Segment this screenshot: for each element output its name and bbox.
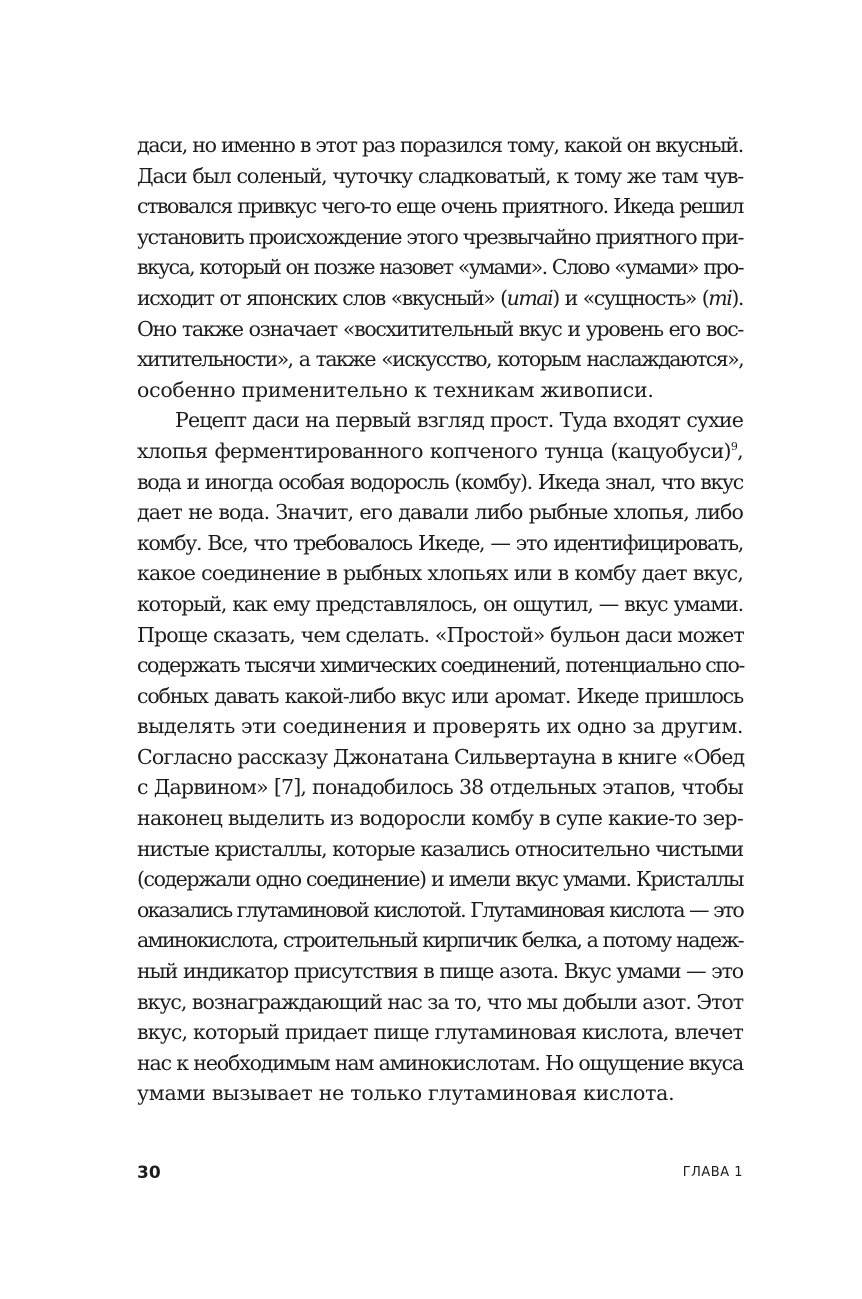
text-line: комбу. Все, что требовалось Икеде, — это идентифицировать,: [137, 530, 743, 555]
text-line: ный индикатор присутствия в пище азота. Вкус умами — это: [137, 959, 743, 984]
body-text: [137, 130, 743, 1109]
text-line: который, как ему представлялось, он ощутил, — вкус умами.: [137, 591, 743, 616]
text-span: ).: [731, 285, 743, 310]
text-line: оказались глутаминовой кислотой. Глутаминовая кислота — это: [137, 897, 743, 922]
chapter-running-head: ГЛАВА 1: [682, 1165, 743, 1180]
text-line: хитительности», а также «искусство, которым наслаждаются»,: [137, 347, 743, 372]
text-line: (содержали одно соединение) и имели вкус умами. Кристаллы: [137, 867, 743, 892]
text-line: [137, 283, 743, 314]
page-number: 30: [137, 1163, 161, 1183]
text-line: выделять эти соединения и проверять их одно за другим.: [137, 714, 743, 739]
text-line: даси, но именно в этот раз поразился тому, какой он вкусный.: [137, 133, 743, 157]
text-span: исходит от японских слов «вкусный» (: [137, 285, 507, 310]
text-line: Даси был соленый, чуточку сладковатый, к тому же там чув-: [137, 163, 743, 188]
text-line: наконец выделить из водоросли комбу в супе какие-то зер-: [137, 806, 744, 831]
text-line: вкус, вознаграждающий нас за то, что мы добыли азот. Этот: [137, 989, 744, 1014]
text-span: ,: [737, 438, 743, 463]
text-line: Рецепт даси на первый взгляд прост. Туда входят сухие: [175, 408, 743, 433]
text-line: Проще сказать, чем сделать. «Простой» бульон даси может: [137, 622, 744, 647]
page-footer: [137, 1163, 743, 1187]
text-line: [137, 436, 743, 467]
italic-term-mi: mi: [708, 285, 732, 310]
text-line: содержать тысячи химических соединений, потенциально спо-: [137, 653, 744, 678]
text-line: нас к необходимым нам аминокислотам. Но ощущение вкуса: [137, 1050, 744, 1075]
text-line: умами вызывает не только глутаминовая кислота.: [137, 1081, 675, 1106]
text-line: Оно также означает «восхитительный вкус и уровень его вос-: [137, 316, 743, 341]
text-line: ствовался привкус чего-то еще очень приятного. Икеда решил: [137, 194, 743, 219]
text-line: вода и иногда особая водоросль (комбу). Икеда знал, что вкус: [137, 469, 743, 494]
text-line: какое соединение в рыбных хлопьях или в комбу дает вкус,: [137, 561, 743, 586]
text-span: хлопья ферментированного копченого тунца (кацуобуси): [137, 438, 731, 463]
footnote-marker[interactable]: 9: [730, 439, 738, 453]
text-line: вкус, который придает пище глутаминовая кислота, влечет: [137, 1020, 743, 1045]
text-line: вкуса, который он позже назовет «умами». Слово «умами» про-: [137, 255, 743, 280]
paragraph-1: [137, 130, 743, 405]
paragraph-2: [137, 405, 743, 1109]
italic-term-umai: umai: [506, 285, 553, 310]
text-line: с Дарвином» [7], понадобилось 38 отдельных этапов, чтобы: [137, 775, 743, 800]
text-span: ) и «сущность» (: [552, 285, 709, 310]
text-line: установить происхождение этого чрезвычайно приятного при-: [137, 224, 743, 249]
text-line: особенно применительно к техникам живописи.: [137, 377, 654, 402]
text-line: аминокислота, строительный кирпичик белка, а потому надеж-: [137, 928, 743, 953]
text-line: Согласно рассказу Джонатана Сильвертауна в книге «Обед: [137, 744, 745, 769]
text-line: дает не вода. Значит, его давали либо рыбные хлопья, либо: [137, 500, 743, 525]
text-line: собных давать какой-либо вкус или аромат. Икеде пришлось: [137, 683, 743, 708]
text-line: нистые кристаллы, которые казались относительно чистыми: [137, 836, 743, 861]
